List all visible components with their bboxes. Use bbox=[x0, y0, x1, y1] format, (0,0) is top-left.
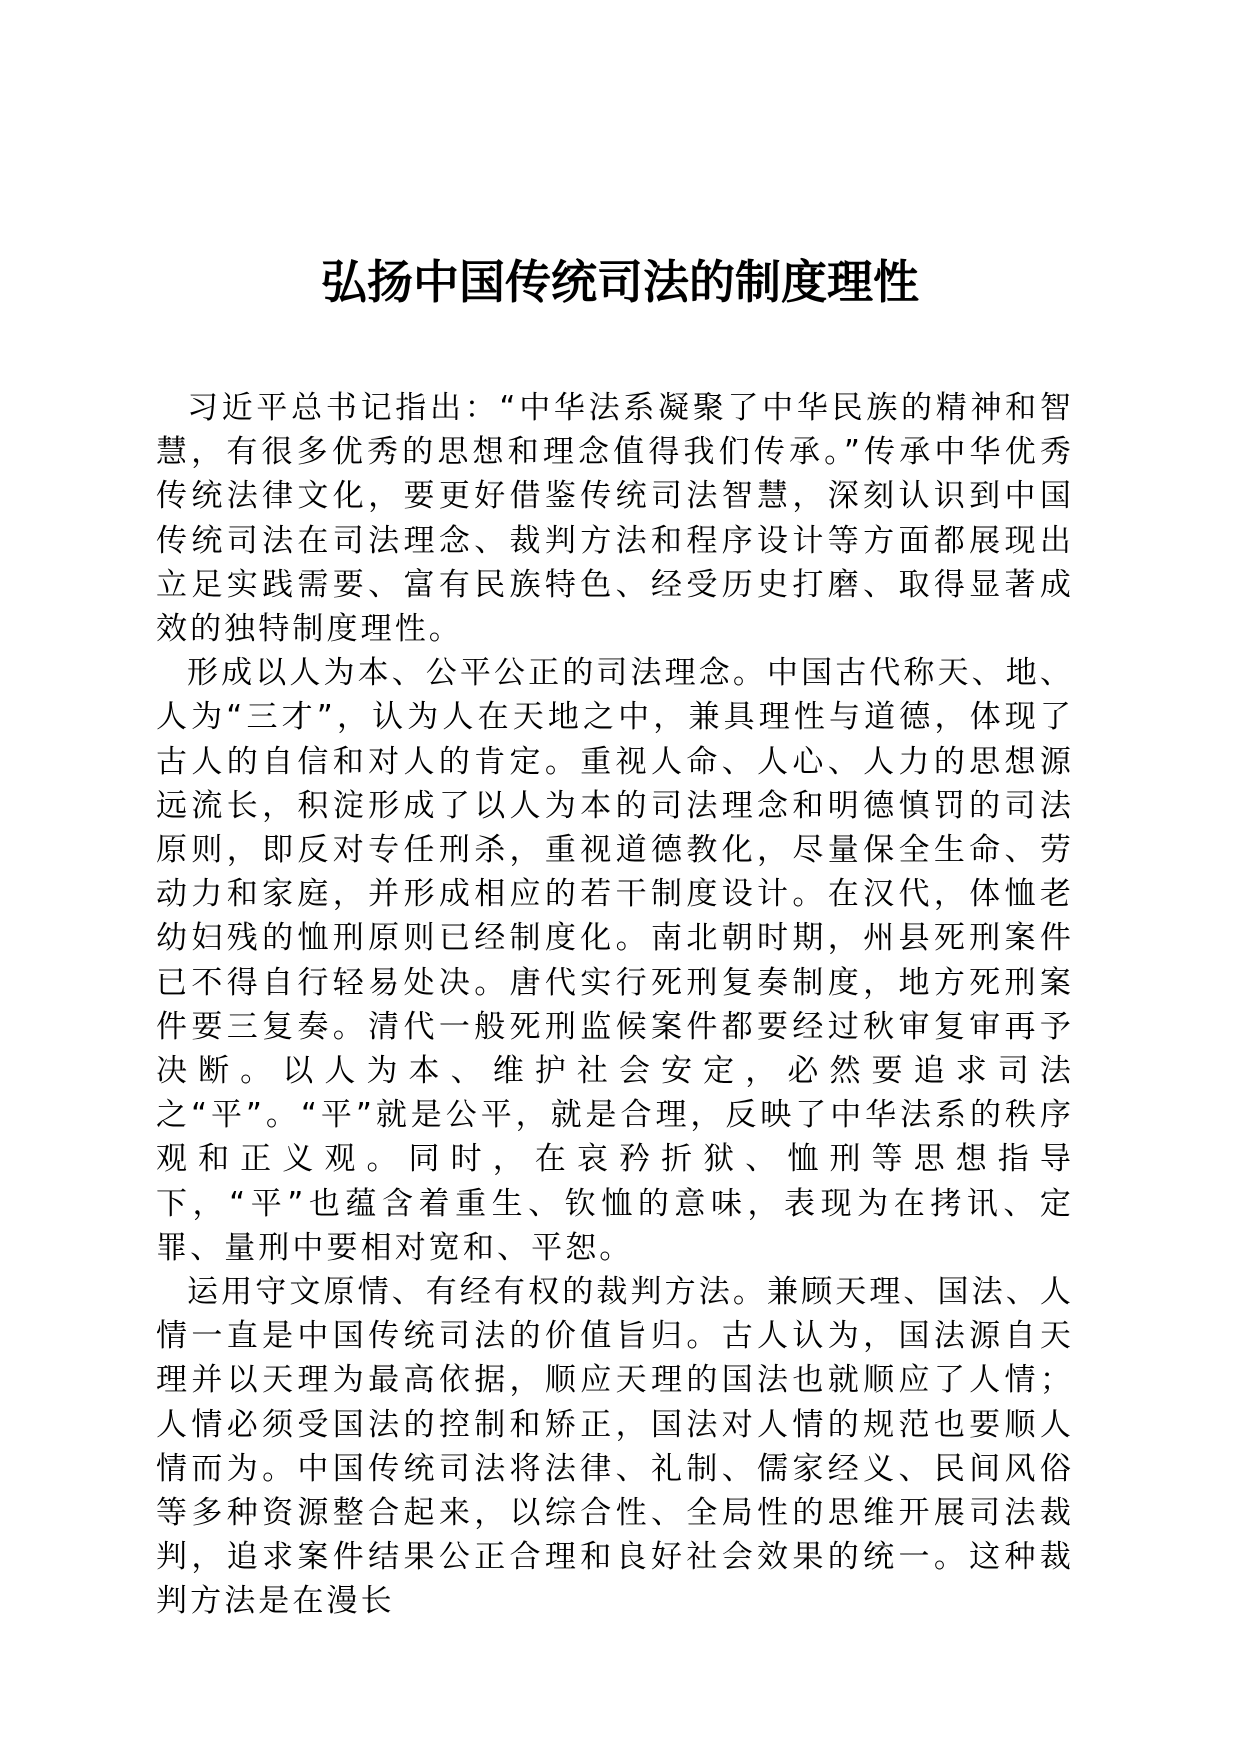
document-title: 弘扬中国传统司法的制度理性 bbox=[321, 255, 919, 309]
paragraph-adjudication-method: 运用守文原情、有经有权的裁判方法。兼顾天理、国法、人情一直是中国传统司法的价值旨归。古人认为，国法源自天理并以天理为最高依据，顺应天理的国法也就顺应了人情；人情必须受国法的控制和矫正，国法对人情的规范也要顺人情而为。中国传统司法将法律、礼制、儒家经义、民间风俗等多种资源整合起来，以综合性、全局性的思维开展司法裁判，追求案件结果公正合理和良好社会效果的统一。这种裁判方法是在漫长 bbox=[156, 1274, 1074, 1620]
document-body bbox=[156, 386, 1074, 1624]
paragraph-intro: 习近平总书记指出：“中华法系凝聚了中华民族的精神和智慧，有很多优秀的思想和理念值得我们传承。”传承中华优秀传统法律文化，要更好借鉴传统司法智慧，深刻认识到中国传统司法在司法理念、裁判方法和程序设计等方面都展现出立足实践需要、富有民族特色、经受历史打磨、取得显著成效的独特制度理性。 bbox=[156, 390, 1074, 648]
paragraph-judicial-philosophy: 形成以人为本、公平公正的司法理念。中国古代称天、地、人为“三才”，认为人在天地之中，兼具理性与道德，体现了古人的自信和对人的肯定。重视人命、人心、人力的思想源远流长，积淀形成了以人为本的司法理念和明德慎罚的司法原则，即反对专任刑杀，重视道德教化，尽量保全生命、劳动力和家庭，并形成相应的若干制度设计。在汉代，体恤老幼妇残的恤刑原则已经制度化。南北朝时期，州县死刑案件已不得自行轻易处决。唐代实行死刑复奏制度，地方死刑案件要三复奏。清代一般死刑监候案件都要经过秋审复审再予决断。以人为本、维护社会安定，必然要追求司法之“平”。“平”就是公平，就是合理，反映了中华法系的秩序观和正义观。同时，在哀矜折狱、恤刑等思想指导下，“平”也蕴含着重生、钦恤的意味，表现为在拷讯、定罪、量刑中要相对宽和、平恕。 bbox=[156, 655, 1074, 1266]
